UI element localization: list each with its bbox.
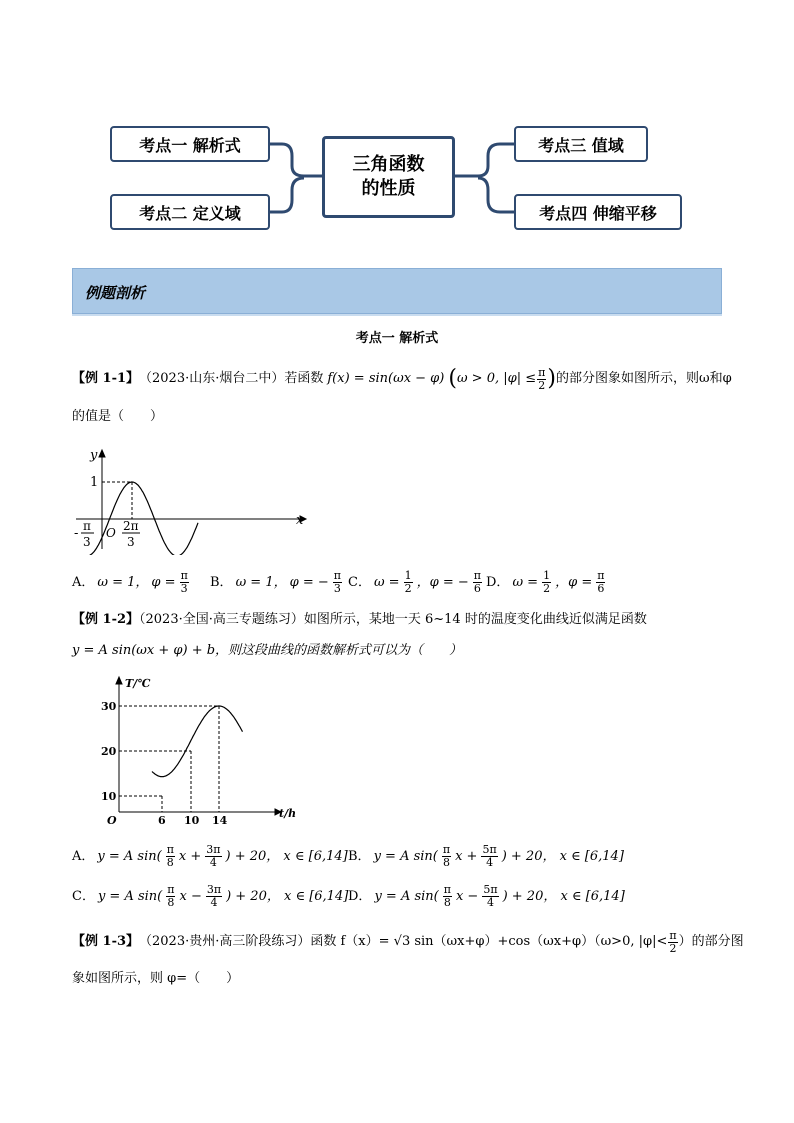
ex11-option-c-letter: C．: [348, 574, 371, 590]
ex12-option-c-d1: 8: [167, 896, 175, 909]
ex12-option-a[interactable]: [72, 844, 348, 869]
ex12-option-d-frac1: [443, 884, 452, 909]
ex12-option-c-letter: C．: [72, 888, 95, 904]
ex12-option-c-n1: π: [167, 883, 175, 896]
ex12-option-a-frac2: [205, 844, 221, 869]
mindmap-node-1-label: 考点一 解析式: [139, 135, 241, 155]
ex12-text1: （2023·全国·高三专题练习）如图所示，某地一天 6~14 时的温度变化曲线近似满足函数: [139, 612, 647, 627]
ex11-cond-frac-den: 2: [538, 378, 546, 392]
ex12-ylabel: T/℃: [125, 677, 151, 690]
ex13-frac-num: π: [669, 928, 677, 942]
ex11-right-den: 3: [127, 535, 135, 549]
ex11-option-a-n: π: [180, 569, 188, 582]
ex12-option-b-letter: B．: [348, 848, 371, 864]
mindmap-node-4-label: 考点四 伸缩平移: [539, 203, 657, 223]
ex12-option-b-n1: π: [442, 843, 451, 856]
ex12-ytick-10: 10: [101, 790, 117, 803]
ex11-option-a-letter: A．: [72, 574, 95, 590]
ex12-option-b-post: ) + 20， x ∈ [6,14]: [501, 848, 624, 864]
ex11-cond: ω > 0, |φ| ≤: [456, 371, 537, 386]
mindmap-node-2-label: 考点二 定义域: [139, 203, 241, 223]
ex12-option-b-pre: y = A sin(: [373, 848, 438, 864]
ex11-option-b-p: φ = −: [289, 574, 329, 590]
ex11-func: f(x) = sin(ωx − φ): [327, 371, 445, 386]
ex12-option-d-post: ) + 20， x ∈ [6,14]: [502, 888, 625, 904]
ex12-option-a-n2: 3π: [206, 843, 221, 856]
ex12-graph: [95, 672, 300, 832]
ex11-option-d-wn: 1: [543, 569, 551, 582]
ex11-option-d-d: 6: [597, 582, 605, 595]
ex12-ytick-30: 30: [101, 700, 117, 713]
ex12-xlabel: t/h: [279, 807, 297, 820]
ex11-right-num: 2π: [123, 519, 139, 533]
ex11-line2: 的值是（ ）: [72, 409, 164, 424]
section-banner-label: 例题剖析: [85, 284, 146, 302]
ex12-option-b-frac1: [442, 844, 451, 869]
ex11-option-a-d: 3: [180, 582, 188, 595]
ex12-origin: O: [107, 814, 117, 827]
ex11-option-a[interactable]: [72, 570, 190, 595]
ex13-frac: [668, 930, 677, 955]
ex11-source: （2023·山东·烟台二中）若函数: [139, 371, 324, 386]
ex12-option-a-frac1: [166, 844, 175, 869]
ex12-option-a-n1: π: [166, 843, 174, 856]
ex12-xtick-10: 10: [184, 814, 200, 827]
ex11-tail: 的部分图象如图所示，则ω和φ: [555, 371, 732, 386]
ex12-option-a-post: ) + 20， x ∈ [6,14]: [225, 848, 348, 864]
ex11-origin: O: [106, 526, 116, 540]
ex11-option-c-w: ω =: [373, 574, 400, 590]
ex12-option-d-mid: x −: [455, 888, 479, 904]
ex12-option-a-pre: y = A sin(: [97, 848, 162, 864]
ex12-xtick-6: 6: [158, 814, 166, 827]
ex12-option-d-pre: y = A sin(: [374, 888, 439, 904]
ex11-option-d-wd: 2: [543, 582, 551, 595]
ex12-option-c-n2: 3π: [206, 883, 222, 896]
ex11-option-d-p: ，φ =: [555, 574, 593, 590]
ex11-cond-frac: [537, 367, 546, 392]
ex11-option-b-w: ω = 1，: [235, 574, 287, 590]
ex11-option-b-d: 3: [333, 582, 341, 595]
ex12-option-c-frac1: [166, 884, 175, 909]
mindmap-node-4: [514, 194, 682, 230]
ex11-graph: [70, 445, 310, 555]
ex11-option-c-d: 6: [473, 582, 481, 595]
ex13-text1-tail: ）的部分图: [678, 934, 744, 949]
ex11-option-b-letter: B．: [210, 574, 233, 590]
ex12-line1: [72, 611, 647, 629]
ex12-option-c-frac2: [206, 884, 222, 909]
ex11-cond-open: (: [448, 366, 457, 391]
ex12-option-b-n2: 5π: [482, 843, 497, 856]
ex12-temp-curve: [152, 706, 243, 777]
ex13-line1: [72, 929, 744, 955]
mindmap-center-line1: 三角函数: [352, 154, 425, 175]
ex11-option-a-w: ω = 1，: [97, 574, 149, 590]
ex12-option-a-d1: 8: [166, 856, 174, 869]
mindmap-node-1: [110, 126, 270, 162]
ex11-option-d-letter: D．: [486, 574, 510, 590]
ex11-option-a-frac: [180, 570, 189, 595]
ex12-option-c-post: ) + 20， x ∈ [6,14]: [226, 888, 349, 904]
ex12-option-d-n1: π: [443, 883, 451, 896]
ex11-option-c-wd: 2: [404, 582, 412, 595]
ex12-line2: y = A sin(ωx + φ) + b，则这段曲线的函数解析式可以为（ ）: [72, 643, 463, 658]
ex12-option-b-mid: x +: [455, 848, 478, 864]
ex12-option-b-d1: 8: [442, 856, 450, 869]
ex12-xtick-14: 14: [212, 814, 228, 827]
ex12-option-b-frac2: [481, 844, 497, 869]
mindmap-node-2: [110, 194, 270, 230]
ex11-option-d-w: ω =: [512, 574, 539, 590]
ex13-frac-den: 2: [669, 941, 677, 955]
ex13-line2: 象如图所示，则 φ=（ ）: [72, 971, 240, 986]
ex11-option-d-frac: [596, 570, 605, 595]
ex11-option-c-p: ，φ = −: [416, 574, 469, 590]
ex12-option-d-letter: D．: [348, 888, 372, 904]
ex11-option-b-n: π: [333, 569, 341, 582]
ex11-option-c-frac: [473, 570, 482, 595]
ex12-option-c-mid: x −: [179, 888, 202, 904]
ex11-ylabel: y: [90, 448, 98, 463]
ex12-option-c-d2: 4: [210, 896, 218, 909]
ex11-line1: [72, 364, 732, 394]
ex12-label: 【例 1-2】: [72, 612, 140, 627]
ex11-xlabel: x: [296, 513, 304, 528]
ex12-option-a-mid: x +: [178, 848, 202, 864]
ex12-option-d[interactable]: [348, 884, 625, 909]
ex12-option-a-d2: 4: [209, 856, 217, 869]
ex11-option-c[interactable]: [348, 570, 483, 595]
ex11-option-c-n: π: [473, 569, 481, 582]
mindmap-center-line2: 的性质: [361, 178, 416, 199]
ex12-option-d-n2: 5π: [483, 883, 498, 896]
ex12-option-b[interactable]: [348, 844, 624, 869]
ex12-y-arrow: [116, 677, 122, 684]
ex11-option-a-p: φ =: [151, 574, 176, 590]
ex11-label: 【例 1-1】: [72, 371, 140, 386]
ex11-option-c-wn: 1: [404, 569, 412, 582]
ex12-option-d-d1: 8: [443, 896, 451, 909]
section-banner: [72, 268, 722, 314]
ex13-label: 【例 1-3】: [72, 934, 140, 949]
ex11-tick-one: 1: [90, 475, 99, 490]
ex12-ytick-20: 20: [101, 745, 117, 758]
mindmap-node-3: [514, 126, 648, 162]
ex11-cond-close: ): [547, 366, 556, 391]
ex11-option-c-wfrac: [404, 570, 413, 595]
mindmap-center: [322, 136, 455, 218]
ex13-text1: （2023·贵州·高三阶段练习）函数 f（x）= √3 sin（ωx+φ）+cos（ωx+φ）（ω>0, |φ|<: [139, 934, 668, 949]
ex12-option-d-d2: 4: [486, 896, 494, 909]
ex11-left-sign: -: [74, 526, 79, 541]
ex11-option-d[interactable]: [486, 570, 606, 595]
ex12-option-d-frac2: [482, 884, 498, 909]
ex11-option-d-n: π: [597, 569, 605, 582]
ex11-option-b[interactable]: [210, 570, 343, 595]
mindmap-node-3-label: 考点三 值域: [538, 135, 624, 155]
ex11-left-num: π: [83, 519, 91, 533]
ex12-option-b-d2: 4: [486, 856, 494, 869]
ex11-y-arrow: [99, 450, 105, 457]
ex11-cond-frac-num: π: [538, 365, 546, 379]
ex11-option-b-frac: [333, 570, 342, 595]
ex12-option-c[interactable]: [72, 884, 348, 909]
section-title: 考点一 解析式: [355, 331, 439, 346]
ex11-option-d-wfrac: [542, 570, 551, 595]
ex12-option-a-letter: A．: [72, 848, 95, 864]
ex11-left-den: 3: [83, 535, 91, 549]
ex12-option-c-pre: y = A sin(: [97, 888, 163, 904]
